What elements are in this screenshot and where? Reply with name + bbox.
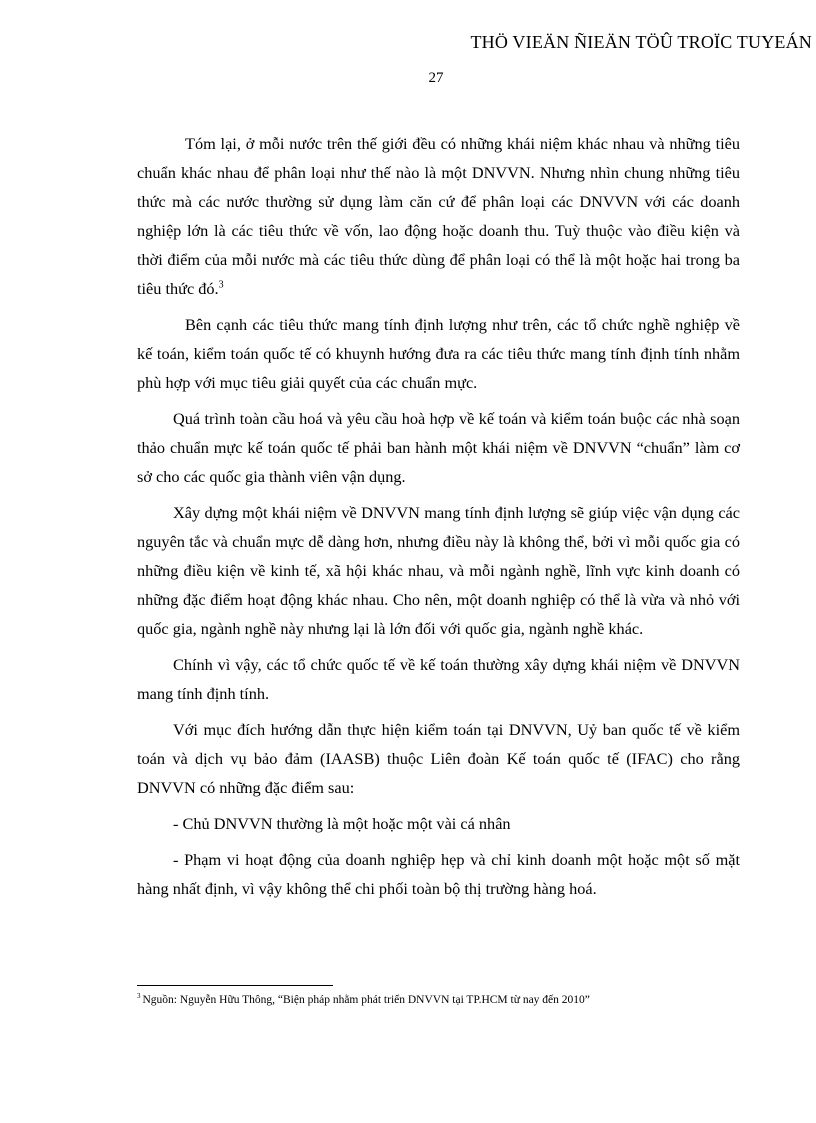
body-text bbox=[137, 129, 740, 910]
footnote bbox=[137, 993, 747, 1007]
footnote-divider bbox=[137, 985, 333, 986]
paragraph bbox=[137, 310, 740, 397]
paragraph-text: - Chủ DNVVN thường là một hoặc một vài cá nhân bbox=[173, 814, 511, 833]
bullet-item bbox=[137, 809, 740, 838]
footnote-marker: 3 bbox=[137, 992, 141, 1001]
page-number: 27 bbox=[428, 70, 444, 86]
paragraph-text: Chính vì vậy, các tổ chức quốc tế về kế toán thường xây dựng khái niệm về DNVVN mang tính định tính. bbox=[137, 655, 740, 703]
paragraph-text: Tóm lại, ở mỗi nước trên thế giới đều có những khái niệm khác nhau và những tiêu chuẩn khác nhau để phân loại như thế nào là một DNVVN. Nhưng nhìn chung những tiêu thức mà các nước thường sử dụng làm căn cứ để phân loại các DNVVN với các doanh nghiệp lớn là các tiêu thức về vốn, lao động hoặc doanh thu. Tuỳ thuộc vào điều kiện và thời điểm của mỗi nước mà các tiêu thức dùng để phân loại có thể là một hoặc hai trong ba tiêu thức đó. bbox=[137, 134, 740, 298]
paragraph bbox=[137, 498, 740, 643]
paragraph-text: Bên cạnh các tiêu thức mang tính định lượng như trên, các tổ chức nghề nghiệp về kế toán, kiểm toán quốc tế có khuynh hướng đưa ra các tiêu thức mang tính định tính nhằm phù hợp với mục tiêu giải quyết của các chuẩn mực. bbox=[137, 315, 740, 392]
paragraph-text: Quá trình toàn cầu hoá và yêu cầu hoà hợp về kế toán và kiểm toán buộc các nhà soạn thảo chuẩn mực kế toán quốc tế phải ban hành một khái niệm về DNVVN “chuẩn” làm cơ sở cho các quốc gia thành viên vận dụng. bbox=[137, 409, 740, 486]
footnote-text: Nguồn: Nguyễn Hữu Thông, “Biện pháp nhằm phát triển DNVVN tại TP.HCM từ nay đến 2010” bbox=[142, 994, 590, 1006]
paragraph-text: Xây dựng một khái niệm về DNVVN mang tính định lượng sẽ giúp việc vận dụng các nguyên tắc và chuẩn mực dễ dàng hơn, nhưng điều này là không thể, bởi vì mỗi quốc gia có những điều kiện về kinh tế, xã hội khác nhau, và mỗi ngành nghề, lĩnh vực kinh doanh có những đặc điểm hoạt động khác nhau. Cho nên, một doanh nghiệp có thể là vừa và nhỏ với quốc gia, ngành nghề này nhưng lại là lớn đối với quốc gia, ngành nghề khác. bbox=[137, 503, 740, 638]
paragraph bbox=[137, 404, 740, 491]
paragraph-text: Với mục đích hướng dẫn thực hiện kiểm toán tại DNVVN, Uỷ ban quốc tế về kiểm toán và dịch vụ bảo đảm (IAASB) thuộc Liên đoàn Kế toán quốc tế (IFAC) cho rằng DNVVN có những đặc điểm sau: bbox=[137, 720, 740, 797]
running-header-title: THÖ VIEÄN ÑIEÄN TÖÛ TROÏC TUYEÁN bbox=[470, 32, 812, 52]
paragraph bbox=[137, 129, 740, 303]
paragraph-text: - Phạm vi hoạt động của doanh nghiệp hẹp và chỉ kinh doanh một hoặc một số mặt hàng nhất định, vì vậy không thể chi phối toàn bộ thị trường hàng hoá. bbox=[137, 850, 740, 898]
bullet-item bbox=[137, 845, 740, 903]
footnote-reference[interactable]: 3 bbox=[218, 279, 224, 291]
paragraph bbox=[137, 650, 740, 708]
paragraph bbox=[137, 715, 740, 802]
